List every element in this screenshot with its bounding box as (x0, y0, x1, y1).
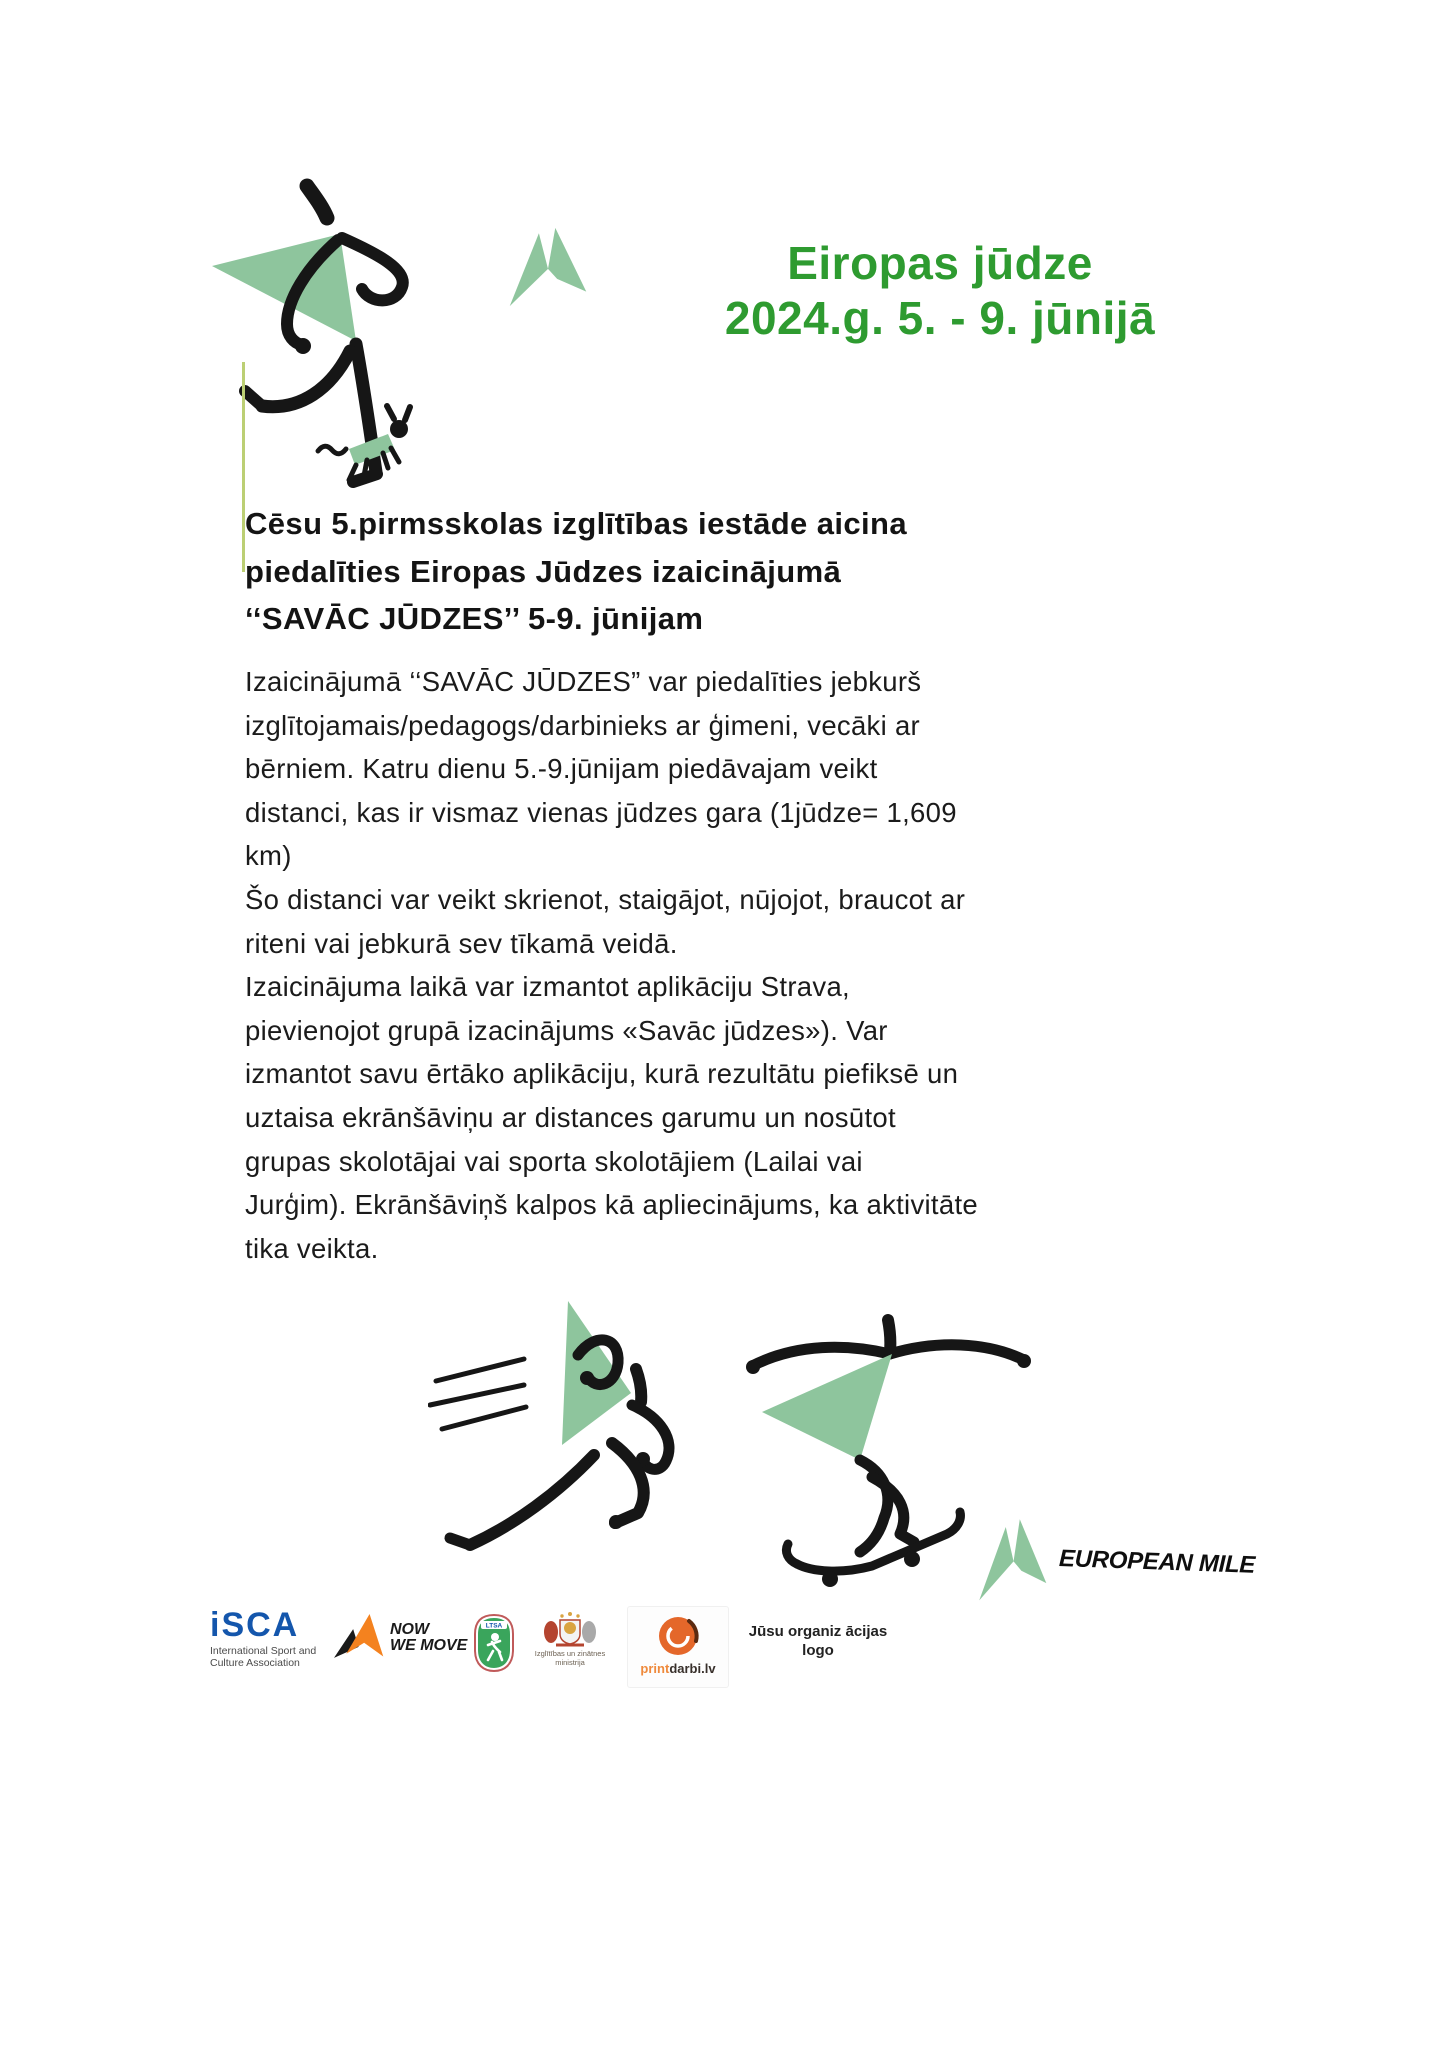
runner-rear-foot (245, 391, 262, 406)
skater-head (888, 1320, 890, 1352)
runner-hand (295, 338, 311, 354)
dog-ears (387, 406, 410, 420)
isca-wordmark: iSCA (210, 1606, 300, 1644)
skateboard-nose (786, 1544, 797, 1564)
printdarbi-circle-icon (655, 1613, 701, 1659)
body-line: tika veikta. (245, 1232, 379, 1264)
body-line: riteni vai jebkurā sev tīkamā veidā. (245, 927, 678, 959)
title-line-1: Eiropas jūdze (787, 237, 1093, 289)
body-line: Jurģim). Ekrānšāviņš kalpos kā apliecinājums, ka aktivitāte (245, 1189, 978, 1221)
body-line: izglītojamais/pedagogs/darbinieks ar ģimeni, vecāki ar (245, 709, 921, 741)
skater-left-arm (752, 1347, 890, 1366)
heading-line-1: Cēsu 5.pirmsskolas izglītības iestāde aicina (245, 506, 907, 541)
skateboard-wheel (822, 1571, 838, 1587)
body-line: pievienojot grupā izacinājums «Savāc jūdzes»). Var (245, 1014, 888, 1046)
european-mile-arrow-icon (973, 1513, 1051, 1605)
sprinter-head (636, 1369, 641, 1402)
body-line: km) (245, 840, 292, 872)
skateboard-wheel (904, 1551, 920, 1567)
body-line: bērniem. Katru dienu 5.-9.jūnijam piedāvajam veikt (245, 753, 878, 785)
now-we-move-logo (334, 1610, 467, 1666)
body-line: Izaicinājumā ‘‘SAVĀC JŪDZES” var piedalīties jebkurš (245, 666, 922, 697)
sprinter-front-foot (609, 1515, 623, 1529)
speed-lines (430, 1359, 526, 1429)
body-line: Šo distanci var veikt skrienot, staigājot, nūjojot, braucot ar (245, 883, 966, 915)
skater-right-hand (1017, 1354, 1031, 1368)
body-line: uztaisa ekrānšāviņu ar distances garumu un nosūtot (245, 1101, 896, 1133)
isca-caption: International Sport and Culture Association (210, 1645, 317, 1669)
badge-runner-head (491, 1633, 499, 1641)
skater-left-hand (746, 1360, 760, 1374)
runner-front-arm (342, 238, 403, 300)
sprinter-hand (580, 1371, 594, 1385)
body-line: Izaicinājuma laikā var izmantot aplikāciju Strava, (245, 971, 850, 1003)
body-line: grupas skolotājai vai sporta skolotājiem (Lailai vai (245, 1145, 863, 1177)
runner-with-dog-illustration (150, 138, 470, 493)
runner-rear-leg (262, 351, 350, 407)
ministry-coat-of-arms-icon (540, 1608, 600, 1648)
lead-heading (245, 500, 1145, 643)
isca-logo (210, 1608, 336, 1669)
sport-association-badge (474, 1614, 514, 1672)
org-logo-placeholder: Jūsu organiz ācijas logo (748, 1623, 888, 1659)
sprinter-rear-foot (450, 1538, 470, 1545)
title-line-2: 2024.g. 5. - 9. jūnijā (724, 292, 1156, 344)
printdarbi-logo (627, 1606, 729, 1688)
now-we-move-label: NOW WE MOVE (390, 1621, 468, 1654)
body-paragraph (245, 660, 1145, 1270)
page-title (620, 236, 1260, 346)
heading-line-3: ‘‘SAVĀC JŪDZES’’ 5-9. jūnijam (245, 601, 704, 636)
badge-text: LTSA (485, 1622, 503, 1630)
runner-head (307, 186, 327, 218)
sprinter-illustration (428, 1293, 728, 1558)
sprinter-rear-leg (470, 1455, 594, 1545)
now-we-move-arrow-icon (334, 1610, 386, 1666)
body-line: izmantot savu ērtāko aplikāciju, kurā rezultātu piefiksē un (245, 1058, 959, 1090)
green-arrow-icon (498, 226, 598, 308)
european-mile-label: EUROPEAN MILE (1058, 1545, 1256, 1579)
skater-cape-triangle (762, 1354, 892, 1460)
printdarbi-label: printdarbi.lv (640, 1661, 716, 1676)
skater-right-arm (890, 1345, 1024, 1360)
heading-line-2: piedalīties Eiropas Jūdzes izaicinājumā (245, 553, 842, 589)
european-mile-logo (973, 1513, 1255, 1605)
ministry-caption: Izglītības un zinātnes ministrija (534, 1649, 606, 1667)
body-line: distanci, kas ir vismaz vienas jūdzes gara (1jūdze= 1,609 (245, 796, 957, 828)
dog-tail (318, 446, 346, 454)
ministry-logo (520, 1608, 620, 1667)
